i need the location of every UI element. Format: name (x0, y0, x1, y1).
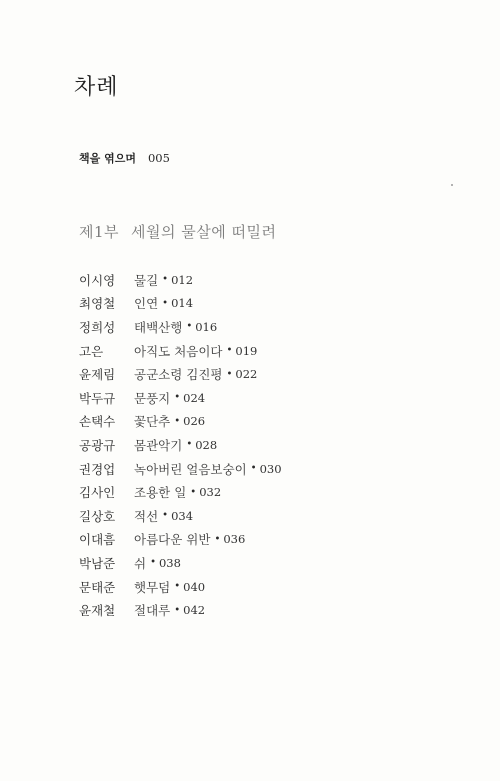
toc-entry[interactable] (79, 480, 282, 504)
toc-entry[interactable] (79, 362, 282, 386)
toc-author: 공광규 (79, 437, 116, 453)
toc-page-number: 032 (199, 485, 222, 500)
bullet-separator: • (226, 345, 233, 357)
toc-author: 박두규 (79, 390, 116, 406)
toc-author: 권경업 (79, 461, 116, 477)
toc-entry[interactable] (79, 268, 282, 292)
toc-title: 조용한 일 (134, 485, 187, 501)
toc-author: 김사인 (79, 485, 116, 501)
bullet-separator: • (162, 297, 169, 309)
bullet-separator: • (190, 486, 197, 498)
bullet-separator: • (174, 415, 181, 427)
toc-entry[interactable] (79, 598, 282, 622)
toc-author: 박남준 (79, 555, 116, 571)
bullet-separator: • (150, 557, 156, 569)
toc-title: 녹아버린 얼음보숭이 (134, 461, 247, 477)
toc-author: 손택수 (79, 414, 116, 430)
toc-page-number: 038 (158, 555, 181, 570)
toc-author: 문태준 (79, 579, 116, 595)
toc-title: 태백산행 (134, 319, 183, 335)
toc-page-number: 026 (183, 414, 206, 429)
toc-entry[interactable] (79, 339, 282, 363)
toc-author: 고은 (79, 343, 104, 359)
toc-title: 햇무덤 (134, 579, 171, 595)
bullet-separator: • (186, 439, 193, 451)
toc-author: 최영철 (79, 296, 116, 312)
toc-page-number: 040 (183, 579, 206, 594)
toc-page-number: 024 (183, 390, 206, 405)
toc-page-number: 030 (259, 461, 282, 476)
toc-title: 공군소령 김진평 (134, 367, 223, 383)
bullet-separator: • (250, 463, 257, 475)
toc-entry[interactable] (79, 575, 282, 599)
bullet-separator: • (162, 510, 169, 522)
toc-author: 윤제림 (79, 367, 116, 383)
toc-title: 인연 (134, 296, 159, 312)
part-name: 세월의 물살에 떠밀려 (131, 223, 277, 241)
bullet-separator: • (226, 368, 233, 380)
toc-author: 길상호 (79, 508, 116, 524)
toc-entry[interactable] (79, 457, 282, 481)
paper-speck (451, 184, 453, 186)
preface-label: 책을 엮으며 (79, 152, 136, 165)
toc-page-number: 042 (183, 603, 206, 618)
toc-page-number: 019 (235, 343, 258, 358)
toc-entry[interactable] (79, 410, 282, 434)
toc-entry[interactable] (79, 551, 282, 575)
toc-title: 몸관악기 (134, 437, 183, 453)
toc-author: 윤재철 (79, 603, 116, 619)
toc-title: 적선 (134, 508, 159, 524)
part-heading (79, 221, 276, 242)
preface-page-number: 005 (147, 151, 170, 165)
toc-entry[interactable] (79, 386, 282, 410)
toc-title: 절대루 (134, 603, 171, 619)
toc-page-number: 016 (195, 319, 218, 334)
toc-entry[interactable] (79, 315, 282, 339)
toc-title: 문풍지 (134, 390, 171, 406)
toc-page-number: 034 (171, 508, 194, 523)
toc-title: 꽃단추 (134, 414, 171, 430)
preface-entry[interactable] (79, 150, 170, 166)
toc-author: 정희성 (79, 319, 116, 335)
toc-list (79, 268, 282, 622)
toc-page-number: 014 (171, 296, 194, 311)
bullet-separator: • (186, 321, 193, 333)
bullet-separator: • (174, 392, 181, 404)
toc-page-number: 012 (171, 272, 194, 287)
bullet-separator: • (214, 533, 221, 545)
toc-page-number: 022 (235, 367, 258, 382)
part-number: 제1부 (79, 223, 120, 241)
bullet-separator: • (162, 274, 169, 286)
bullet-separator: • (174, 604, 181, 616)
toc-title: 물길 (134, 272, 159, 288)
toc-title: 아직도 처음이다 (134, 343, 223, 359)
toc-entry[interactable] (79, 504, 282, 528)
toc-entry[interactable] (79, 528, 282, 552)
bullet-separator: • (174, 581, 181, 593)
toc-page-number: 028 (195, 437, 218, 452)
toc-entry[interactable] (79, 433, 282, 457)
page-title: 차례 (74, 75, 119, 100)
toc-page-number: 036 (223, 532, 246, 547)
toc-entry[interactable] (79, 292, 282, 316)
toc-title: 아름다운 위반 (134, 532, 211, 548)
toc-author: 이시영 (79, 272, 116, 288)
toc-title: 쉬 (134, 555, 147, 571)
toc-author: 이대흠 (79, 532, 116, 548)
